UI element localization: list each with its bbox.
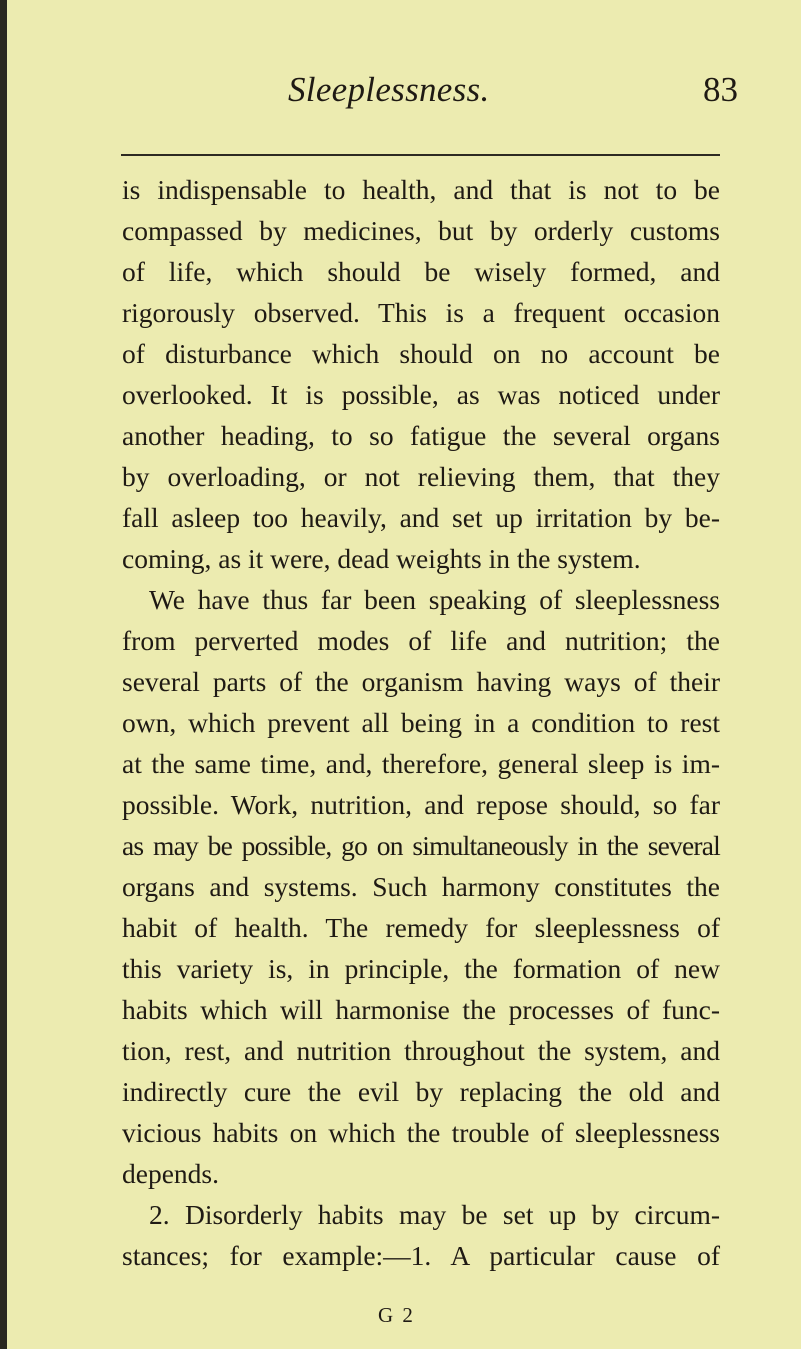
text-line: depends. bbox=[122, 1158, 219, 1189]
text-line: by overloading, or not relieving them, that they bbox=[122, 461, 720, 492]
text-line: own, which prevent all being in a condition to rest bbox=[122, 707, 720, 738]
text-line: vicious habits on which the trouble of sleeplessness bbox=[122, 1117, 720, 1148]
text-line: habit of health. The remedy for sleeplessness of bbox=[122, 912, 720, 943]
text-line: at the same time, and, therefore, general sleep is im- bbox=[122, 748, 720, 779]
text-line: stances; for example:—1. A particular cause of bbox=[122, 1240, 720, 1271]
text-line: possible. Work, nutrition, and repose should, so far bbox=[122, 789, 720, 820]
text-line: tion, rest, and nutrition throughout the system, and bbox=[122, 1035, 720, 1066]
running-title: Sleeplessness. bbox=[288, 70, 490, 109]
page-number: 83 bbox=[703, 70, 738, 109]
signature-mark: G 2 bbox=[378, 1303, 415, 1327]
book-spine-edge bbox=[0, 0, 7, 1349]
text-line: overlooked. It is possible, as was noticed under bbox=[122, 379, 720, 410]
paragraph-start-line: We have thus far been speaking of sleeplessness bbox=[149, 584, 720, 615]
text-line: of life, which should be wisely formed, and bbox=[122, 256, 720, 287]
text-line: indirectly cure the evil by replacing the old and bbox=[122, 1076, 720, 1107]
page-header bbox=[288, 62, 738, 122]
text-line: fall asleep too heavily, and set up irritation by be- bbox=[122, 502, 720, 533]
paragraph-start-line: 2. Disorderly habits may be set up by circum- bbox=[149, 1199, 720, 1230]
text-line: from perverted modes of life and nutrition; the bbox=[122, 625, 720, 656]
text-line: compassed by medicines, but by orderly customs bbox=[122, 215, 720, 246]
text-line: of disturbance which should on no account be bbox=[122, 338, 720, 369]
text-line: another heading, to so fatigue the several organs bbox=[122, 420, 720, 451]
text-line: several parts of the organism having ways of their bbox=[122, 666, 720, 697]
header-rule bbox=[121, 154, 720, 156]
text-line: rigorously observed. This is a frequent occasion bbox=[122, 297, 720, 328]
text-line: habits which will harmonise the processes of func- bbox=[122, 994, 720, 1025]
text-line: coming, as it were, dead weights in the system. bbox=[122, 543, 641, 574]
text-line: organs and systems. Such harmony constitutes the bbox=[122, 871, 720, 902]
text-line: is indispensable to health, and that is not to be bbox=[122, 174, 720, 205]
text-line: this variety is, in principle, the formation of new bbox=[122, 953, 720, 984]
text-line: as may be possible, go on simultaneously in the several bbox=[122, 830, 720, 861]
